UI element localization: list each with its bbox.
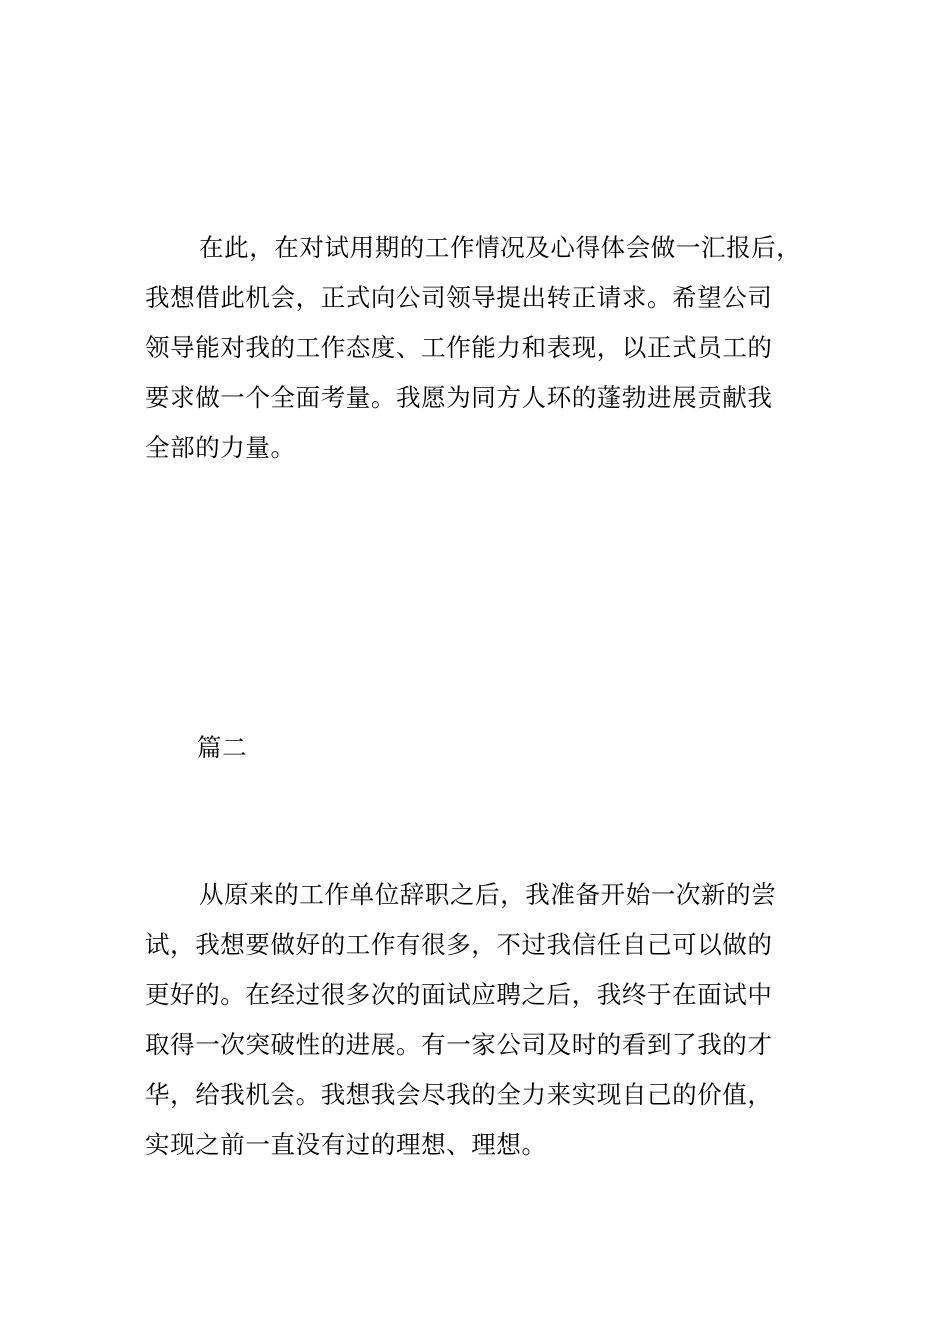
- paragraph-1-line-2: 我想借此机会，正式向公司领导提出转正请求。希望公司: [145, 283, 773, 312]
- paragraph-2-line-3: 更好的。在经过很多次的面试应聘之后，我终于在面试中: [145, 980, 773, 1009]
- paragraph-1-line-5: 全部的力量。: [145, 433, 296, 462]
- paragraph-1-line-1: 在此，在对试用期的工作情况及心得体会做一汇报后，: [199, 233, 802, 262]
- paragraph-1-line-3: 领导能对我的工作态度、工作能力和表现，以正式员工的: [145, 333, 773, 362]
- paragraph-2-line-2: 试，我想要做好的工作有很多，不过我信任自己可以做的: [145, 930, 773, 959]
- paragraph-2-line-4: 取得一次突破性的进展。有一家公司及时的看到了我的才: [145, 1030, 773, 1059]
- section-heading: 篇二: [197, 733, 248, 762]
- paragraph-2-line-5: 华，给我机会。我想我会尽我的全力来实现自己的价值，: [145, 1080, 773, 1109]
- paragraph-2-line-1: 从原来的工作单位辞职之后，我准备开始一次新的尝: [199, 880, 777, 909]
- paragraph-1-line-4: 要求做一个全面考量。我愿为同方人环的蓬勃进展贡献我: [145, 383, 773, 412]
- paragraph-2-line-6: 实现之前一直没有过的理想、理想。: [145, 1130, 547, 1159]
